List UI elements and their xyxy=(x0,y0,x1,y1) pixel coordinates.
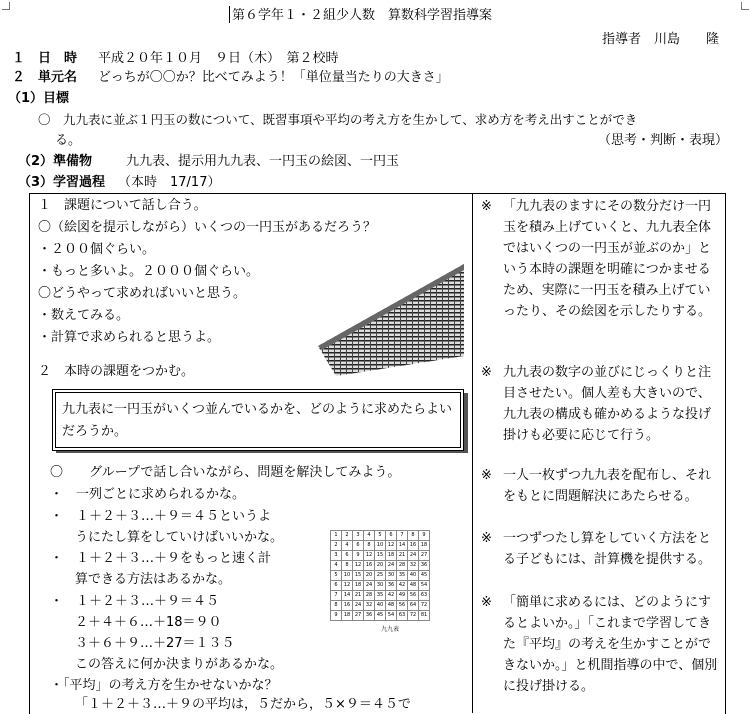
goals-text[interactable]: 〇 九九表に並ぶ１円玉の数について、既習事項や平均の考え方を生かして、求め方を考え出すことができ xyxy=(38,112,638,127)
goals-text-cont[interactable]: る。 xyxy=(55,133,82,148)
coin-stack-illustration xyxy=(316,256,464,384)
left-line[interactable]: 「１＋２＋３…＋９の平均は，５だから，５×９＝４５で xyxy=(75,697,411,712)
note-text[interactable]: 一人一枚ずつ九九表を配布し、それをもとに問題解決にあたらせる。 xyxy=(503,468,712,504)
multiplication-table-cell: 45 xyxy=(375,611,386,621)
multiplication-table-cell: 15 xyxy=(375,551,386,561)
instructor-name[interactable]: 指導者 川島 隆 xyxy=(602,32,720,47)
left-line[interactable]: 〇どうやって求めればいいと思う。 xyxy=(38,286,247,301)
multiplication-table-cell: 32 xyxy=(364,601,375,611)
multiplication-table-cell: 2 xyxy=(342,531,353,541)
multiplication-table-cell: 18 xyxy=(419,541,430,551)
multiplication-table-cell: 9 xyxy=(419,531,430,541)
multiplication-table-cell: 16 xyxy=(408,541,419,551)
multiplication-table-cell: 42 xyxy=(386,591,397,601)
multiplication-table-cell: 63 xyxy=(419,591,430,601)
left-line[interactable]: ・ １＋２＋３…＋９＝４５ xyxy=(50,594,220,609)
left-line[interactable]: ・計算で求められると思うよ。 xyxy=(38,330,221,345)
multiplication-table-row xyxy=(331,581,430,591)
multiplication-table-cell: 9 xyxy=(353,551,364,561)
process-heading: （3）学習過程 xyxy=(18,175,106,190)
left-line[interactable]: ・ 一列ごとに求められるかな。 xyxy=(50,487,246,502)
process-period: （本時 17/17） xyxy=(118,175,221,190)
multiplication-table-cell: 56 xyxy=(397,601,408,611)
multiplication-table-cell: 48 xyxy=(386,601,397,611)
date-label: １ 日 時 xyxy=(12,51,78,66)
multiplication-table-cell: 3 xyxy=(353,531,364,541)
note-mark: ※ xyxy=(481,531,492,546)
multiplication-table-cell: 30 xyxy=(386,571,397,581)
multiplication-table-cell: 21 xyxy=(353,591,364,601)
multiplication-table-cell: 45 xyxy=(419,571,430,581)
left-line[interactable]: ・もっと多いよ。２０００個ぐらい。 xyxy=(38,264,260,279)
multiplication-table-cell: 42 xyxy=(397,581,408,591)
goals-tag[interactable]: （思考・判断・表現） xyxy=(598,133,729,148)
multiplication-table-cell: 7 xyxy=(397,531,408,541)
left-line[interactable]: うにたし算をしていけばいいかな。 xyxy=(75,530,284,545)
multiplication-table-cell: 72 xyxy=(419,601,430,611)
multiplication-table-cell: 8 xyxy=(364,541,375,551)
multiplication-table-cell: 21 xyxy=(397,551,408,561)
left-line[interactable]: ２＋４＋６…＋18＝９０ xyxy=(75,615,222,630)
left-line[interactable]: ・「平均」の考え方を生かせないかな？ xyxy=(50,678,278,693)
multiplication-table-cell: 16 xyxy=(342,601,353,611)
multiplication-table-row xyxy=(331,561,430,571)
multiplication-table-cell: 5 xyxy=(375,531,386,541)
unit-value[interactable]: どっちが〇〇か？比べてみよう！「単位量当たりの大きさ」 xyxy=(98,70,449,85)
multiplication-table-cell: 4 xyxy=(342,541,353,551)
multiplication-table-row xyxy=(331,601,430,611)
multiplication-table-cell: 24 xyxy=(353,601,364,611)
left-line[interactable]: 〇（絵図を提示しながら）いくつの一円玉があるだろう？ xyxy=(38,220,377,235)
note-text[interactable]: 「九九表のますにその数分だけ一円玉を積み上げていくと、九九表全体ではいくつの一円玉が並ぶのか」という本時の課題を明確につかませるため、実際に一円玉を積み上げていったり、その絵図を示したりする。 xyxy=(503,199,712,319)
teacher-note xyxy=(481,528,721,570)
multiplication-table-cell: 14 xyxy=(397,541,408,551)
note-text[interactable]: 「簡単に求めるには、どのようにするとよいか。」「これまで学習してきた『平均』の考えを生かすことができないか。」と机間指導の中で、個別に投げ掛ける。 xyxy=(503,595,718,694)
left-line[interactable]: ・数えてみる。 xyxy=(38,308,130,323)
multiplication-table-cell: 9 xyxy=(331,611,342,621)
date-value[interactable]: 平成２０年１０月 ９日（木） 第２校時 xyxy=(98,51,339,66)
document-title[interactable]: 第６学年１・２組少人数 算数科学習指導案 xyxy=(232,8,493,23)
multiplication-table-cell: 25 xyxy=(375,571,386,581)
multiplication-table-cell: 20 xyxy=(375,561,386,571)
multiplication-table-cell: 4 xyxy=(331,561,342,571)
multiplication-table-cell: 20 xyxy=(364,571,375,581)
lesson-task-box xyxy=(52,389,464,451)
multiplication-table-cell: 24 xyxy=(408,551,419,561)
multiplication-table-cell: 36 xyxy=(419,561,430,571)
multiplication-table-cell: 8 xyxy=(342,561,353,571)
multiplication-table-cell: 14 xyxy=(342,591,353,601)
task-text[interactable]: 九九表に一円玉がいくつ並んでいるかを、どのように求めたらよいだろうか。 xyxy=(62,402,453,439)
left-line[interactable]: ・ １＋２＋３…＋９をもっと速く計 xyxy=(50,551,272,566)
teacher-note xyxy=(481,592,721,697)
multiplication-table-cell: 12 xyxy=(386,541,397,551)
multiplication-table-cell: 10 xyxy=(375,541,386,551)
note-mark: ※ xyxy=(481,595,492,610)
left-line[interactable]: 算できる方法はあるかな。 xyxy=(75,572,232,587)
left-line[interactable]: この答えに何か決まりがあるかな。 xyxy=(75,657,284,672)
materials-heading: （2）準備物 xyxy=(18,154,93,169)
multiplication-table-cell: 28 xyxy=(397,561,408,571)
left-line[interactable]: ・ １＋２＋３…＋９＝４５というよ xyxy=(50,509,272,524)
note-mark: ※ xyxy=(481,199,492,214)
left-line[interactable]: 〇 グループで話し合いながら、問題を解決してみよう。 xyxy=(50,465,401,480)
multiplication-table-cell: 8 xyxy=(331,601,342,611)
multiplication-table-row xyxy=(331,551,430,561)
multiplication-table-cell: 5 xyxy=(331,571,342,581)
unit-label: ２ 単元名 xyxy=(12,70,78,85)
left-line[interactable]: ３＋６＋９…＋27＝１３５ xyxy=(75,636,235,651)
multiplication-table-row xyxy=(331,571,430,581)
multiplication-table-cell: 36 xyxy=(386,581,397,591)
multiplication-table-cell: 12 xyxy=(342,581,353,591)
multiplication-table-caption: 九九表 xyxy=(380,626,399,633)
multiplication-table-cell: 6 xyxy=(386,531,397,541)
multiplication-table-cell: 36 xyxy=(364,611,375,621)
teacher-note xyxy=(481,465,721,507)
corner-mark-right xyxy=(741,2,749,10)
multiplication-table-cell: 10 xyxy=(342,571,353,581)
multiplication-table-cell: 4 xyxy=(364,531,375,541)
multiplication-table-cell: 24 xyxy=(386,561,397,571)
left-line[interactable]: ・２００個ぐらい。 xyxy=(38,242,156,257)
left-line[interactable]: １ 課題について話し合う。 xyxy=(38,198,207,213)
multiplication-table-cell: 56 xyxy=(408,591,419,601)
multiplication-table-cell: 64 xyxy=(408,601,419,611)
multiplication-table-cell: 28 xyxy=(364,591,375,601)
multiplication-table-cell: 54 xyxy=(386,611,397,621)
note-mark: ※ xyxy=(481,365,492,380)
multiplication-table-cell: 30 xyxy=(375,581,386,591)
multiplication-table-cell: 7 xyxy=(331,591,342,601)
note-mark: ※ xyxy=(481,468,492,483)
multiplication-table-cell: 81 xyxy=(419,611,430,621)
multiplication-table-cell: 6 xyxy=(331,581,342,591)
multiplication-table-cell: 8 xyxy=(408,531,419,541)
text-cursor xyxy=(229,6,230,23)
materials-text[interactable]: 九九表、提示用九九表、一円玉の絵図、一円玉 xyxy=(126,154,400,169)
multiplication-table-row xyxy=(331,591,430,601)
multiplication-table-cell: 72 xyxy=(408,611,419,621)
multiplication-table-cell: 63 xyxy=(397,611,408,621)
multiplication-table-cell: 49 xyxy=(397,591,408,601)
multiplication-table-cell: 2 xyxy=(331,541,342,551)
multiplication-table-cell: 32 xyxy=(408,561,419,571)
teacher-note xyxy=(481,196,721,322)
multiplication-table-cell: 15 xyxy=(353,571,364,581)
multiplication-table-cell: 40 xyxy=(408,571,419,581)
multiplication-table-cell: 54 xyxy=(419,581,430,591)
multiplication-table-cell: 27 xyxy=(353,611,364,621)
multiplication-table-cell: 35 xyxy=(375,591,386,601)
multiplication-table-row xyxy=(331,541,430,551)
left-line[interactable]: ２ 本時の課題をつかむ。 xyxy=(38,364,195,379)
note-text[interactable]: 一つずつたし算をしていく方法をとる子どもには、計算機を提供する。 xyxy=(503,531,712,567)
multiplication-table-cell: 40 xyxy=(375,601,386,611)
teacher-note xyxy=(481,362,721,446)
multiplication-table-cell: 6 xyxy=(353,541,364,551)
multiplication-table-row xyxy=(331,611,430,621)
multiplication-table-cell: 18 xyxy=(342,611,353,621)
multiplication-table-cell: 12 xyxy=(353,561,364,571)
corner-mark-left xyxy=(2,2,10,10)
multiplication-table-cell: 18 xyxy=(386,551,397,561)
multiplication-table-image xyxy=(330,530,450,633)
multiplication-table-cell: 16 xyxy=(364,561,375,571)
multiplication-table-cell: 24 xyxy=(364,581,375,591)
multiplication-table-cell: 18 xyxy=(353,581,364,591)
multiplication-table-cell: 3 xyxy=(331,551,342,561)
multiplication-table-cell: 12 xyxy=(364,551,375,561)
column-divider xyxy=(472,193,473,713)
multiplication-table-cell: 6 xyxy=(342,551,353,561)
multiplication-table-cell: 48 xyxy=(408,581,419,591)
goals-heading: （1）目標 xyxy=(8,91,70,106)
multiplication-table-cell: 1 xyxy=(331,531,342,541)
box-shadow xyxy=(464,393,468,453)
multiplication-table-cell: 35 xyxy=(397,571,408,581)
multiplication-table-cell: 27 xyxy=(419,551,430,561)
note-text[interactable]: 九九表の数字の並びにじっくりと注目させたい。個人差も大きいので、九九表の構成も確かめるような投げ掛けも必要に応じて行う。 xyxy=(503,365,712,443)
multiplication-table-row xyxy=(331,531,430,541)
